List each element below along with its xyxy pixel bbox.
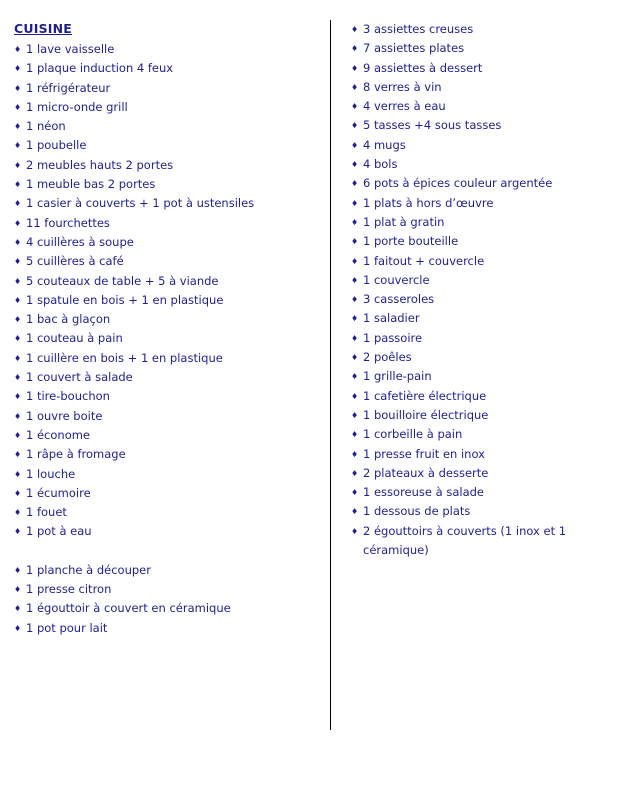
diamond-bullet-icon: ♦	[14, 353, 22, 363]
diamond-bullet-icon: ♦	[14, 199, 22, 209]
diamond-bullet-icon: ♦	[351, 526, 359, 536]
list-item	[351, 445, 629, 464]
list-item	[14, 349, 322, 368]
left-inventory-list	[14, 40, 322, 638]
list-item	[14, 522, 322, 541]
diamond-bullet-icon: ♦	[351, 372, 359, 382]
list-item-label: 1 planche à découper	[26, 562, 151, 577]
diamond-bullet-icon: ♦	[14, 585, 22, 595]
diamond-bullet-icon: ♦	[351, 314, 359, 324]
diamond-bullet-icon: ♦	[351, 488, 359, 498]
list-item	[351, 290, 629, 309]
list-item-label: 1 tire-bouchon	[26, 389, 110, 404]
list-item-label: 1 plaque induction 4 feux	[26, 61, 174, 76]
diamond-bullet-icon: ♦	[351, 44, 359, 54]
diamond-bullet-icon: ♦	[351, 507, 359, 517]
list-item	[14, 194, 322, 213]
list-item-label: 1 pot pour lait	[26, 620, 108, 635]
list-item-label: 1 louche	[26, 466, 76, 481]
list-item	[14, 233, 322, 252]
list-item-label: 5 cuillères à café	[26, 254, 124, 269]
diamond-bullet-icon: ♦	[351, 295, 359, 305]
list-item	[14, 40, 322, 59]
list-item	[14, 214, 322, 233]
list-item-label: 1 pot à eau	[26, 524, 92, 539]
diamond-bullet-icon: ♦	[351, 217, 359, 227]
list-item-label: 4 cuillères à soupe	[26, 234, 134, 249]
diamond-bullet-icon: ♦	[14, 450, 22, 460]
list-item-label: 1 râpe à fromage	[26, 447, 126, 462]
diamond-bullet-icon: ♦	[14, 315, 22, 325]
list-item-label: 3 casseroles	[363, 292, 435, 307]
list-item	[351, 502, 629, 521]
list-item-label: 1 plat à gratin	[363, 214, 445, 229]
diamond-bullet-icon: ♦	[351, 25, 359, 34]
list-item	[351, 271, 629, 290]
list-item-label: 1 couvert à salade	[26, 370, 133, 385]
list-item-label: 1 dessous de plats	[363, 504, 471, 519]
list-item	[351, 522, 629, 561]
diamond-bullet-icon: ♦	[351, 237, 359, 247]
list-item	[351, 329, 629, 348]
diamond-bullet-icon: ♦	[14, 218, 22, 228]
diamond-bullet-icon: ♦	[14, 257, 22, 267]
list-item-label: 3 assiettes creuses	[363, 22, 474, 36]
diamond-bullet-icon: ♦	[14, 623, 22, 633]
list-item-label: 1 néon	[26, 119, 66, 134]
list-item	[14, 561, 322, 580]
list-item	[351, 20, 629, 39]
list-item-label: 4 bols	[363, 157, 398, 172]
list-item	[14, 387, 322, 406]
diamond-bullet-icon: ♦	[351, 449, 359, 459]
list-item-label: 1 presse fruit en inox	[363, 446, 485, 461]
list-item-label: 5 couteaux de table + 5 à viande	[26, 273, 219, 288]
diamond-bullet-icon: ♦	[14, 373, 22, 383]
diamond-bullet-icon: ♦	[351, 102, 359, 112]
list-item	[351, 78, 629, 97]
list-item	[14, 580, 322, 599]
list-item-label: 8 verres à vin	[363, 79, 442, 94]
list-item	[14, 59, 322, 78]
list-item-label: 1 presse citron	[26, 582, 112, 597]
diamond-bullet-icon: ♦	[14, 141, 22, 151]
diamond-bullet-icon: ♦	[14, 276, 22, 286]
list-item-label: 1 bac à glaçon	[26, 312, 111, 327]
diamond-bullet-icon: ♦	[14, 334, 22, 344]
list-item	[14, 98, 322, 117]
diamond-bullet-icon: ♦	[351, 179, 359, 189]
diamond-bullet-icon: ♦	[14, 64, 22, 74]
list-item-label: 1 cuillère en bois + 1 en plastique	[26, 350, 223, 365]
list-item	[351, 136, 629, 155]
list-item-label: 1 micro-onde grill	[26, 99, 128, 114]
diamond-bullet-icon: ♦	[14, 392, 22, 402]
diamond-bullet-icon: ♦	[351, 275, 359, 285]
list-item	[14, 136, 322, 155]
diamond-bullet-icon: ♦	[14, 565, 22, 575]
diamond-bullet-icon: ♦	[351, 468, 359, 478]
list-item	[14, 445, 322, 464]
list-item-label: 2 égouttoirs à couverts (1 inox et 1 céramique)	[363, 523, 567, 558]
list-item	[14, 503, 322, 522]
list-item	[351, 252, 629, 271]
diamond-bullet-icon: ♦	[351, 121, 359, 131]
list-item	[351, 348, 629, 367]
list-item-label: 5 tasses +4 sous tasses	[363, 118, 502, 133]
list-item	[351, 97, 629, 116]
list-item-label: 1 bouilloire électrique	[363, 407, 489, 422]
diamond-bullet-icon: ♦	[14, 508, 22, 518]
diamond-bullet-icon: ♦	[14, 160, 22, 170]
diamond-bullet-icon: ♦	[14, 102, 22, 112]
list-item	[351, 367, 629, 386]
list-item	[351, 309, 629, 328]
list-item	[351, 464, 629, 483]
list-item-label: 1 meuble bas 2 portes	[26, 177, 156, 192]
diamond-bullet-icon: ♦	[351, 160, 359, 170]
list-item	[14, 329, 322, 348]
diamond-bullet-icon: ♦	[14, 604, 22, 614]
list-item-label: 1 porte bouteille	[363, 234, 459, 249]
list-item-label: 4 verres à eau	[363, 99, 446, 114]
list-item-label: 2 meubles hauts 2 portes	[26, 157, 174, 172]
list-item-label: 11 fourchettes	[26, 215, 110, 230]
list-item	[351, 483, 629, 502]
list-item-label: 1 écumoire	[26, 485, 91, 500]
list-item	[14, 252, 322, 271]
diamond-bullet-icon: ♦	[351, 410, 359, 420]
list-item	[351, 155, 629, 174]
list-item	[351, 116, 629, 135]
list-item	[14, 619, 322, 638]
diamond-bullet-icon: ♦	[351, 256, 359, 266]
diamond-bullet-icon: ♦	[14, 237, 22, 247]
list-item-label: 1 casier à couverts + 1 pot à ustensiles	[26, 196, 255, 211]
list-item-label: 6 pots à épices couleur argentée	[363, 176, 553, 191]
list-item-label: 1 réfrigérateur	[26, 80, 111, 95]
right-column	[331, 20, 637, 560]
list-item-label: 1 cafetière électrique	[363, 388, 487, 403]
list-item-label: 1 corbeille à pain	[363, 427, 463, 442]
list-item	[351, 387, 629, 406]
list-item	[14, 310, 322, 329]
diamond-bullet-icon: ♦	[351, 391, 359, 401]
list-item	[14, 484, 322, 503]
list-item-label: 1 saladier	[363, 311, 420, 326]
list-spacer	[14, 542, 322, 561]
two-column-layout	[0, 20, 637, 730]
diamond-bullet-icon: ♦	[14, 45, 22, 54]
diamond-bullet-icon: ♦	[351, 82, 359, 92]
diamond-bullet-icon: ♦	[14, 83, 22, 93]
list-item	[14, 599, 322, 618]
list-item-label: 2 plateaux à desserte	[363, 465, 489, 480]
diamond-bullet-icon: ♦	[351, 140, 359, 150]
list-item-label: 1 plats à hors d’œuvre	[363, 195, 494, 210]
list-item-label: 1 spatule en bois + 1 en plastique	[26, 292, 224, 307]
diamond-bullet-icon: ♦	[14, 295, 22, 305]
list-item	[14, 117, 322, 136]
list-item	[14, 175, 322, 194]
list-item	[14, 465, 322, 484]
diamond-bullet-icon: ♦	[14, 469, 22, 479]
list-item-label: 1 poubelle	[26, 138, 87, 153]
diamond-bullet-icon: ♦	[14, 122, 22, 132]
list-item-label: 1 économe	[26, 427, 91, 442]
list-item-label: 9 assiettes à dessert	[363, 60, 483, 75]
list-item	[14, 79, 322, 98]
list-item	[14, 407, 322, 426]
list-item-label: 1 lave vaisselle	[26, 42, 115, 56]
diamond-bullet-icon: ♦	[351, 430, 359, 440]
list-item-label: 1 couteau à pain	[26, 331, 123, 346]
list-item-label: 1 grille-pain	[363, 369, 432, 384]
list-item-label: 1 fouet	[26, 505, 67, 520]
list-item-label: 1 couvercle	[363, 272, 430, 287]
list-item	[351, 213, 629, 232]
diamond-bullet-icon: ♦	[14, 527, 22, 537]
list-item-label: 1 passoire	[363, 330, 423, 345]
diamond-bullet-icon: ♦	[14, 411, 22, 421]
diamond-bullet-icon: ♦	[351, 63, 359, 73]
left-column	[0, 20, 330, 638]
list-item	[351, 194, 629, 213]
list-item-label: 1 faitout + couvercle	[363, 253, 485, 268]
list-item	[14, 291, 322, 310]
list-item-label: 7 assiettes plates	[363, 41, 465, 56]
list-item-label: 1 essoreuse à salade	[363, 485, 484, 500]
list-item	[351, 174, 629, 193]
right-inventory-list	[351, 20, 629, 560]
list-item	[351, 406, 629, 425]
list-item	[14, 156, 322, 175]
diamond-bullet-icon: ♦	[351, 198, 359, 208]
list-item-label: 2 poêles	[363, 350, 412, 365]
list-item	[14, 426, 322, 445]
diamond-bullet-icon: ♦	[14, 488, 22, 498]
diamond-bullet-icon: ♦	[14, 430, 22, 440]
section-heading: CUISINE	[14, 21, 73, 36]
list-item	[351, 232, 629, 251]
list-item-label: 4 mugs	[363, 137, 406, 152]
diamond-bullet-icon: ♦	[351, 353, 359, 363]
diamond-bullet-icon: ♦	[14, 180, 22, 190]
list-item	[14, 368, 322, 387]
list-item	[351, 425, 629, 444]
list-item	[351, 59, 629, 78]
list-item	[14, 272, 322, 291]
list-item	[351, 39, 629, 58]
list-item-label: 1 égouttoir à couvert en céramique	[26, 601, 231, 616]
diamond-bullet-icon: ♦	[351, 333, 359, 343]
list-item-label: 1 ouvre boite	[26, 408, 103, 423]
